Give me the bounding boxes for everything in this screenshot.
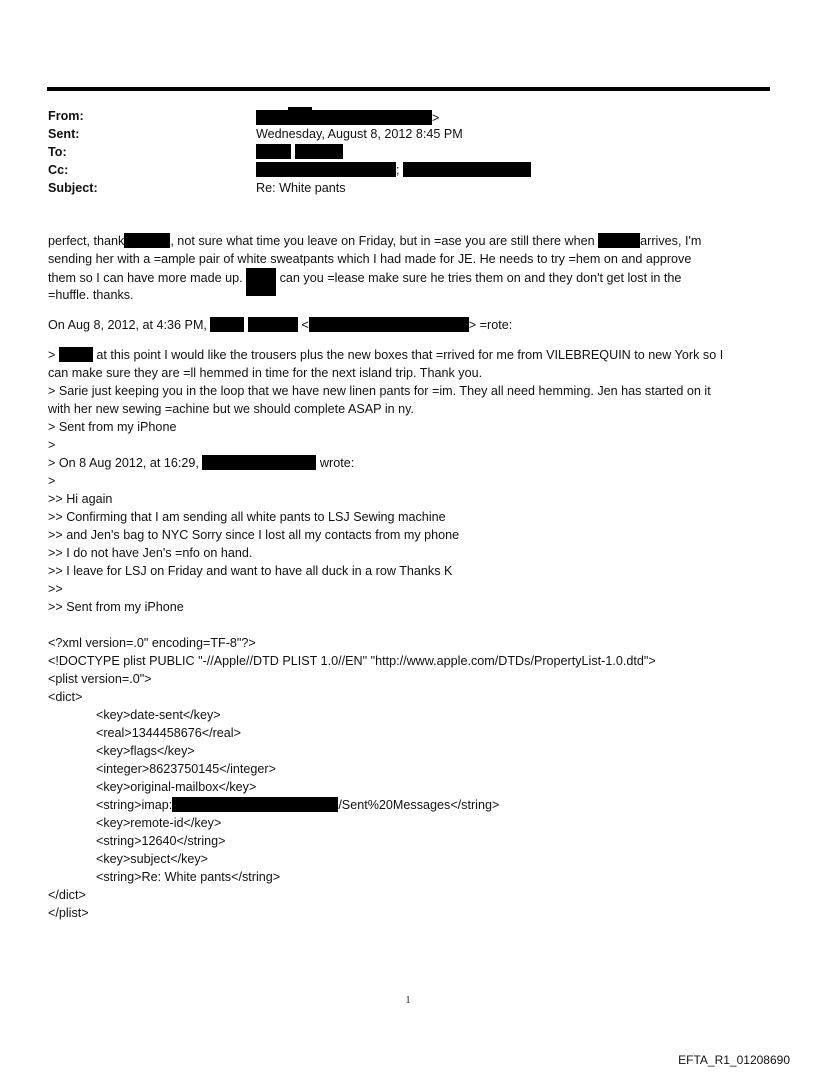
from-label: From:	[48, 109, 84, 123]
quote-line: with her new sewing =achine but we should complete ASAP in ny.	[48, 402, 415, 416]
quote-line: >	[48, 438, 56, 452]
to-value	[256, 143, 343, 161]
text: arrives, I'm	[640, 234, 702, 248]
quote-line: > Sent from my iPhone	[48, 420, 177, 434]
from-value	[256, 107, 439, 127]
redaction-block	[309, 317, 469, 332]
cc-separator: ;	[396, 163, 403, 177]
text: On Aug 8, 2012, at 4:36 PM,	[48, 318, 207, 332]
plist-line: <dict>	[48, 690, 83, 704]
text: them so I can have more made up.	[48, 271, 243, 285]
plist-line: <!DOCTYPE plist PUBLIC "-//Apple//DTD PLIST 1.0//EN" "http://www.apple.com/DTDs/PropertyList-1.0.dtd">	[48, 654, 656, 668]
plist-line: <key>original-mailbox</key>	[96, 780, 257, 794]
quote-line: >> I do not have Jen's =nfo on hand.	[48, 546, 253, 560]
sent-label: Sent:	[48, 127, 80, 141]
quote-line	[48, 454, 778, 472]
text: <	[301, 318, 309, 332]
body-line: =huffle. thanks.	[48, 288, 134, 302]
redaction-block	[124, 233, 170, 248]
redaction-block	[598, 233, 640, 248]
quote-line: >> Hi again	[48, 492, 113, 506]
redaction-block	[210, 317, 244, 332]
plist-line: <string>Re: White pants</string>	[96, 870, 281, 884]
redaction-block	[248, 317, 298, 332]
quote-line: >	[48, 474, 56, 488]
email-body	[48, 232, 778, 922]
quote-line: >> Confirming that I am sending all white pants to LSJ Sewing machine	[48, 510, 446, 524]
redaction-block	[295, 144, 343, 159]
text: wrote:	[319, 456, 355, 470]
redaction-block	[246, 268, 276, 296]
redaction-block	[312, 110, 432, 125]
plist-line: </plist>	[48, 906, 89, 920]
document-id: EFTA_R1_01208690	[678, 1053, 790, 1067]
redaction-block	[288, 107, 312, 125]
quote-line: >>	[48, 582, 63, 596]
plist-line: <real>1344458676</real>	[96, 726, 241, 740]
cc-label: Cc:	[48, 163, 69, 177]
redaction-block	[256, 162, 396, 177]
header-rule	[47, 87, 770, 91]
redaction-block	[256, 144, 291, 159]
text: <string>imap:	[96, 798, 173, 812]
to-label: To:	[48, 145, 67, 159]
spacer	[48, 304, 778, 316]
text: > =rote:	[468, 318, 513, 332]
text: at this point I would like the trousers plus the new boxes that =rrived for me from VILEBREQUIN to new York so I	[96, 348, 724, 362]
subject-value: Re: White pants	[256, 181, 346, 195]
spacer	[48, 334, 778, 346]
quote-line	[48, 346, 778, 364]
redaction-block	[256, 110, 288, 125]
body-line: sending her with a =ample pair of white sweatpants which I had made for JE. He needs to try =hem on and approve	[48, 252, 692, 266]
text: can you =lease make sure he tries them on and they don't get lost in the	[279, 271, 682, 285]
text: > On 8 Aug 2012, at 16:29,	[48, 456, 199, 470]
quote-header	[48, 316, 778, 334]
plist-line: <plist version=.0">	[48, 672, 152, 686]
plist-line	[48, 796, 778, 814]
from-suffix: >	[432, 111, 440, 125]
plist-line: </dict>	[48, 888, 86, 902]
plist-line: <key>flags</key>	[96, 744, 195, 758]
body-line	[48, 232, 778, 250]
quote-line: >> I leave for LSJ on Friday and want to have all duck in a row Thanks K	[48, 564, 453, 578]
plist-line: <?xml version=.0" encoding=TF-8"?>	[48, 636, 256, 650]
plist-line: <key>subject</key>	[96, 852, 209, 866]
redaction-block	[172, 797, 338, 812]
quote-line: can make sure they are =ll hemmed in time for the next island trip. Thank you.	[48, 366, 483, 380]
quote-line: >> Sent from my iPhone	[48, 600, 184, 614]
quote-line: >> and Jen's bag to NYC Sorry since I lost all my contacts from my phone	[48, 528, 460, 542]
redaction-block	[202, 455, 316, 470]
text: /Sent%20Messages</string>	[338, 798, 500, 812]
spacer	[48, 616, 778, 634]
plist-line: <integer>8623750145</integer>	[96, 762, 276, 776]
text: perfect, thank	[48, 234, 125, 248]
redaction-block	[59, 347, 93, 362]
redaction-block	[403, 162, 531, 177]
quote-line: > Sarie just keeping you in the loop that we have new linen pants for =im. They all need hemming. Jen has started on it	[48, 384, 711, 398]
page-number: 1	[405, 995, 411, 1006]
cc-value	[256, 161, 531, 179]
body-line	[48, 268, 778, 286]
text: >	[48, 348, 56, 362]
plist-line: <string>12640</string>	[96, 834, 226, 848]
plist-line: <key>date-sent</key>	[96, 708, 221, 722]
text: , not sure what time you leave on Friday, but in =ase you are still there when	[170, 234, 595, 248]
subject-label: Subject:	[48, 181, 98, 195]
sent-value: Wednesday, August 8, 2012 8:45 PM	[256, 127, 463, 141]
plist-line: <key>remote-id</key>	[96, 816, 222, 830]
